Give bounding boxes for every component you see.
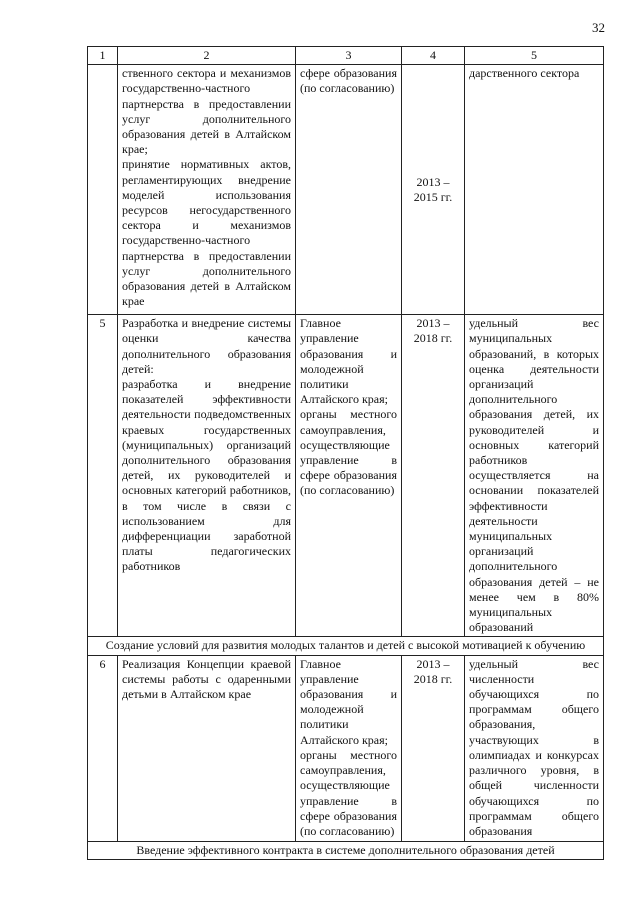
header-col-3: 3 <box>296 47 402 65</box>
table-row <box>88 65 604 315</box>
row-number <box>88 65 118 315</box>
period-cell: 2013 – 2015 гг. <box>402 65 465 315</box>
section-row <box>88 637 604 655</box>
table-row <box>88 655 604 841</box>
section-title: Создание условий для развития молодых талантов и детей с высокой мотивацией к обучению <box>88 637 604 655</box>
header-col-1: 1 <box>88 47 118 65</box>
activity-cell: ственного сектора и механизмов государственно-частного партнерства в предоставлении услуг дополнительного образования детей в Алтайском крае; принятие нормативных актов, регламентирующих внедрение моделей использования ресурсов негосударственного сектора и механизмов государственно-частного партнерства в предоставлении услуг дополнительного образования детей в Алтайском крае <box>118 65 296 315</box>
table-row <box>88 315 604 637</box>
period-cell: 2013 – 2018 гг. <box>402 315 465 637</box>
header-col-4: 4 <box>402 47 465 65</box>
row-number: 5 <box>88 315 118 637</box>
activity-cell: Разработка и внедрение системы оценки качества дополнительного образования детей: разработка и внедрение показателей эффективности деятельности подведомственных краевых государственных (муниципальных) организаций дополнительного образования детей, их руководителей и основных категорий работников, в том числе в связи с использованием для дифференциации заработной платы педагогических работников <box>118 315 296 637</box>
responsible-cell: сфере образования (по согласованию) <box>296 65 402 315</box>
row-number: 6 <box>88 655 118 841</box>
header-col-2: 2 <box>118 47 296 65</box>
period-cell: 2013 – 2018 гг. <box>402 655 465 841</box>
plan-table <box>87 46 604 860</box>
indicator-cell: удельный вес муниципальных образований, в которых оценка деятельности организаций дополнительного образования детей, их руководителей и основных категорий работников осуществляется на основании показателей эффективности деятельности муниципальных организаций дополнительного образования детей – не менее чем в 80% муниципальных образований <box>465 315 604 637</box>
page-number: 32 <box>592 20 605 35</box>
activity-cell: Реализация Концепции краевой системы работы с одаренными детьми в Алтайском крае <box>118 655 296 841</box>
section-title: Введение эффективного контракта в системе дополнительного образования детей <box>88 841 604 859</box>
header-row <box>88 47 604 65</box>
indicator-cell: удельный вес численности обучающихся по программам общего образования, участвующих в олимпиадах и конкурсах различного уровня, в общей численности обучающихся по программам общего образования <box>465 655 604 841</box>
responsible-cell: Главное управление образования и молодежной политики Алтайского края; органы местного самоуправления, осуществляющие управление в сфере образования (по согласованию) <box>296 655 402 841</box>
responsible-cell: Главное управление образования и молодежной политики Алтайского края; органы местного самоуправления, осуществляющие управление в сфере образования (по согласованию) <box>296 315 402 637</box>
indicator-cell: дарственного сектора <box>465 65 604 315</box>
section-row <box>88 841 604 859</box>
header-col-5: 5 <box>465 47 604 65</box>
